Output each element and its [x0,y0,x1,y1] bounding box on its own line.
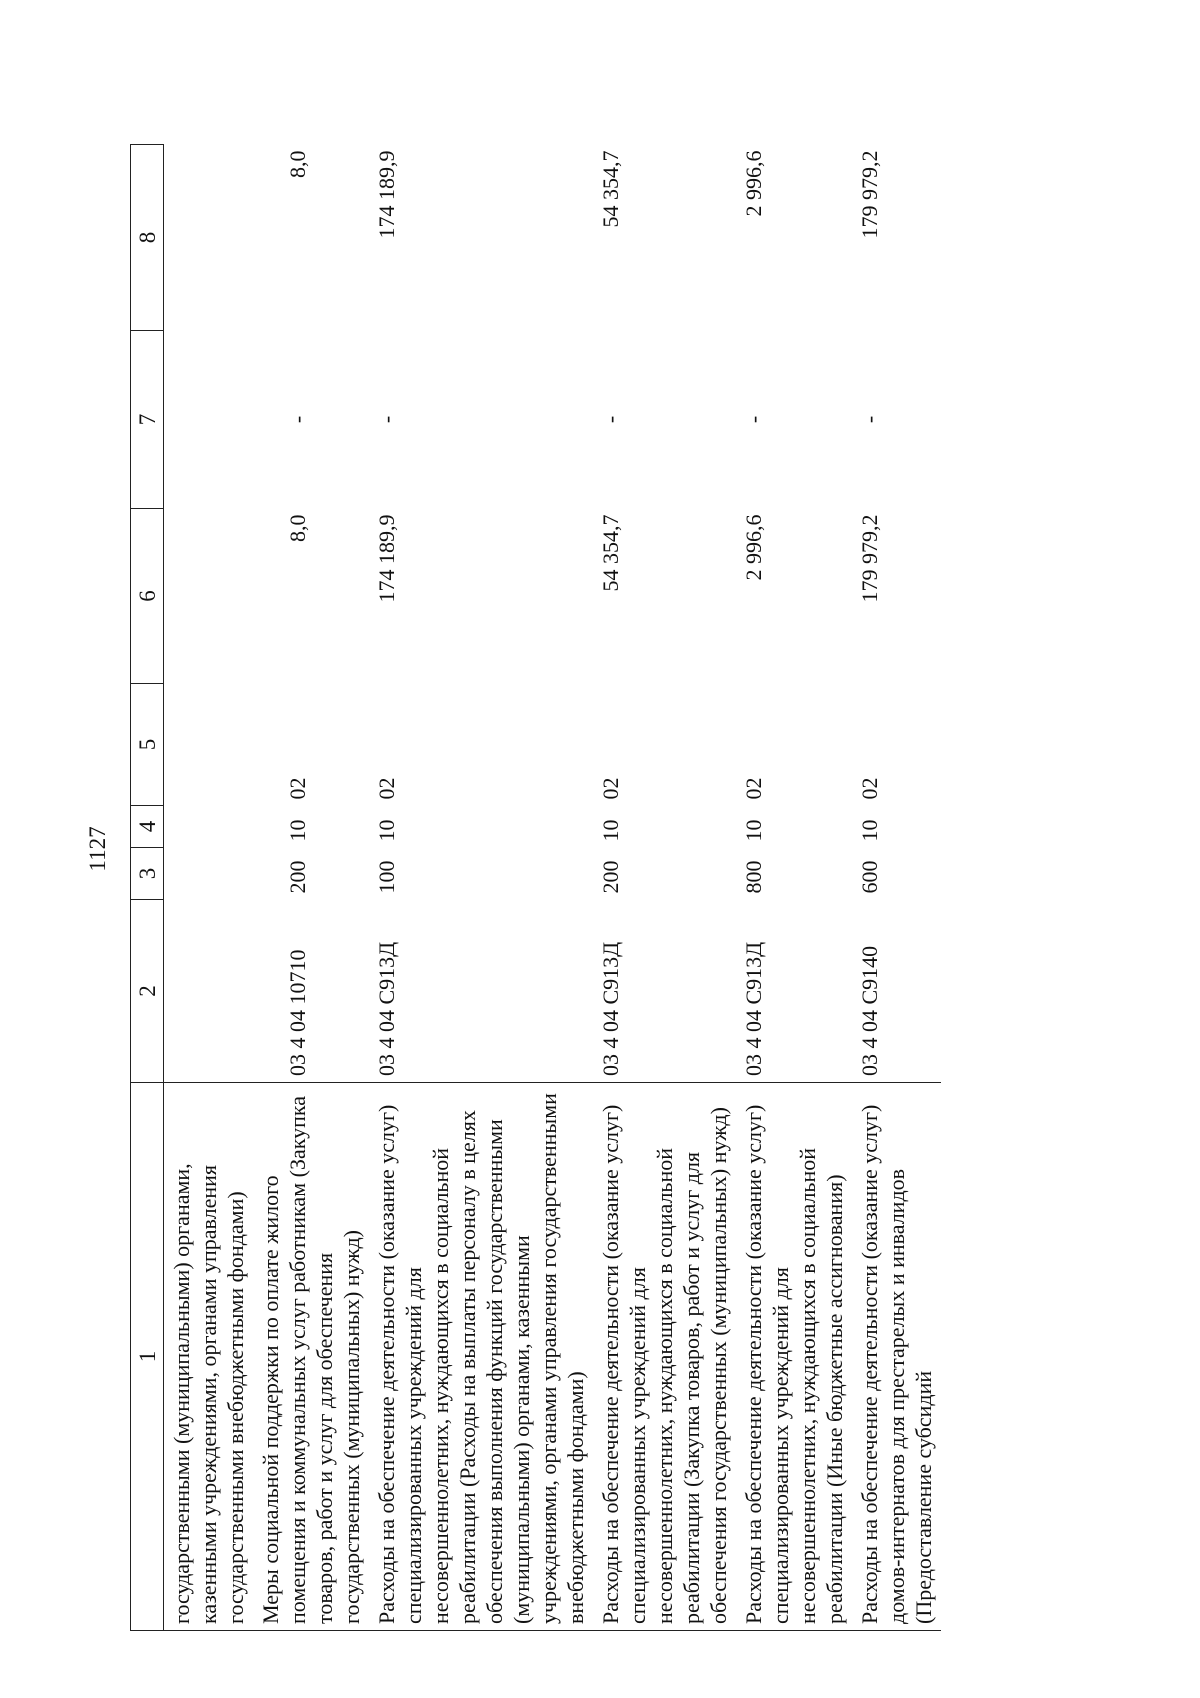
column-header-4: 4 [131,806,164,848]
amount-col8: 179 979,2 [857,150,882,239]
row-description: Расходы на обеспечение деятельности (оказание услуг) специализированных учреждений для несовершеннолетних, нуждающихся в социальной реабилитации (Расходы на выплаты персоналу в целях обеспечения выполнения функций государственными (муниципальными) органами, казенными учреждениями, органами управления государственными внебюджетными фондами) [369,1083,593,1631]
subsection [164,684,254,806]
amount-col8: 8,0 [285,150,310,178]
expense-type: 200 [285,860,310,894]
table-row [369,145,593,1631]
column-header-6: 6 [131,509,164,684]
expense-type: 100 [374,860,399,894]
amount-col6: 54 354,7 [598,514,623,592]
row-description: Расходы на обеспечение деятельности (оказание услуг) домов-интернатов для престарелых и инвалидов (Предоставление субсидий [852,1083,941,1631]
amount-col6 [164,509,254,684]
amount-col8: 2 996,6 [741,150,766,217]
table-row [593,145,736,1631]
amount-col8: 174 189,9 [374,150,399,239]
amount-col7: - [374,415,399,424]
subsection: 02 [741,777,766,800]
target-code: 03 4 04 С913Д [736,900,852,1083]
expense-type: 200 [598,860,623,894]
amount-col6: 179 979,2 [857,514,882,603]
table-row [253,145,369,1631]
row-description: Расходы на обеспечение деятельности (оказание услуг) специализированных учреждений для несовершеннолетних, нуждающихся в социальной реабилитации (Иные бюджетные ассигнования) [736,1083,852,1631]
target-code: 03 4 04 С913Д [369,900,593,1083]
expense-type: 600 [857,860,882,894]
section: 10 [285,819,310,842]
amount-col6: 2 996,6 [741,514,766,581]
section: 10 [857,819,882,842]
row-description: государственными (муниципальными) органами, казенными учреждениями, органами управления государственными внебюджетными фондами) [164,1083,254,1631]
subsection: 02 [598,777,623,800]
budget-table [130,144,941,1631]
column-header-8: 8 [131,145,164,331]
target-code: 03 4 04 10710 [253,900,369,1083]
column-header-7: 7 [131,331,164,509]
target-code: 03 4 04 С9140 [852,900,941,1083]
table-row [852,145,941,1631]
column-header-1: 1 [131,1083,164,1631]
subsection: 02 [374,777,399,800]
section: 10 [598,819,623,842]
table-row [736,145,852,1631]
column-header-2: 2 [131,900,164,1083]
section: 10 [374,819,399,842]
amount-col6: 8,0 [285,514,310,542]
target-code [164,900,254,1083]
amount-col7: - [857,415,882,424]
expense-type [164,848,254,900]
row-description: Расходы на обеспечение деятельности (оказание услуг) специализированных учреждений для несовершеннолетних, нуждающихся в социальной реабилитации (Закупка товаров, работ и услуг для обеспечения государственных (муниципальных) нужд) [593,1083,736,1631]
amount-col8: 54 354,7 [598,150,623,228]
header-row [131,145,164,1631]
row-description: Меры социальной поддержки по оплате жилого помещения и коммунальных услуг работникам (Закупка товаров, работ и услуг для обеспечения государственных (муниципальных) нужд) [253,1083,369,1631]
amount-col7: - [741,415,766,424]
table-row [164,145,254,1631]
section [164,806,254,848]
amount-col8 [164,145,254,331]
section: 10 [741,819,766,842]
amount-col7 [164,331,254,509]
amount-col7: - [285,415,310,424]
subsection: 02 [285,777,310,800]
amount-col7: - [598,415,623,424]
column-header-3: 3 [131,848,164,900]
page-number: 1127 [85,826,110,872]
amount-col6: 174 189,9 [374,514,399,603]
expense-type: 800 [741,860,766,894]
subsection: 02 [857,777,882,800]
column-header-5: 5 [131,684,164,806]
target-code: 03 4 04 С913Д [593,900,736,1083]
